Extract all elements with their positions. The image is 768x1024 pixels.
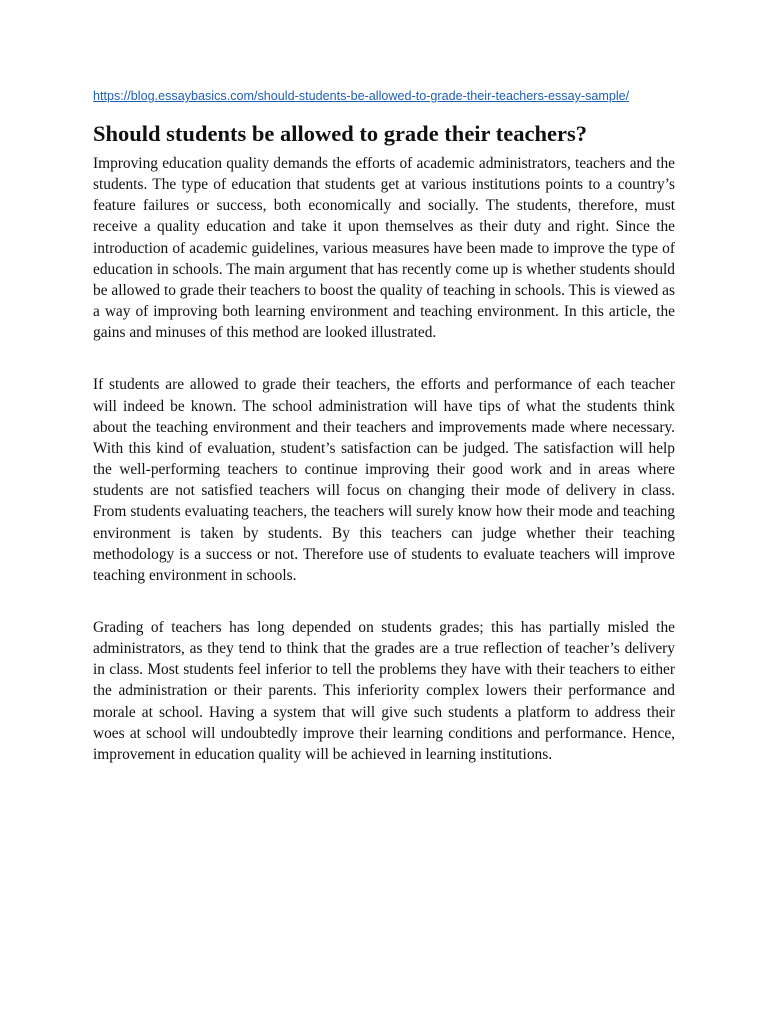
paragraph-evaluation-benefits: If students are allowed to grade their teachers, the efforts and performance of each teacher will indeed be known. The school administration will have tips of what the students think about the teaching environment and their teachers and improvements made where necessary. With this kind of evaluation, student’s satisfaction can be judged. The satisfaction will help the well-performing teachers to continue improving their good work and in areas where students are not satisfied teachers will focus on changing their mode of delivery in class. From students evaluating teachers, the teachers will surely know how their mode and teaching environment is taken by students. By this teachers can judge whether their teaching methodology is a success or not. Therefore use of students to evaluate teachers will improve teaching environment in schools. [93,376,675,584]
paragraph-grading-history: Grading of teachers has long depended on students grades; this has partially misled the administrators, as they tend to think that the grades are a true reflection of teacher’s delivery in class. Most students feel inferior to tell the problems they have with their teachers to either the administration or their parents. This inferiority complex lowers their performance and morale at school. Having a system that will give such students a platform to address their woes at school will undoubtedly improve their learning conditions and performance. Hence, improvement in education quality will be achieved in learning institutions. [93,618,675,763]
paragraph-introduction: Improving education quality demands the efforts of academic administrators, teachers and the students. The type of education that students get at various institutions points to a country’s feature failures or success, both economically and socially. The students, therefore, must receive a quality education and take it upon themselves as their duty and right. Since the introduction of academic guidelines, various measures have been made to improve the type of education in schools. The main argument that has recently come up is whether students should be allowed to grade their teachers to boost the quality of teaching in schools. This is viewed as a way of improving both learning environment and teaching environment. In this article, the gains and minuses of this method are looked illustrated. [93,155,675,342]
source-url-link[interactable]: https://blog.essaybasics.com/should-students-be-allowed-to-grade-their-teachers-essay-sample/ [93,89,630,103]
essay-title: Should students be allowed to grade their teachers? [93,121,587,146]
document-body [93,88,675,765]
